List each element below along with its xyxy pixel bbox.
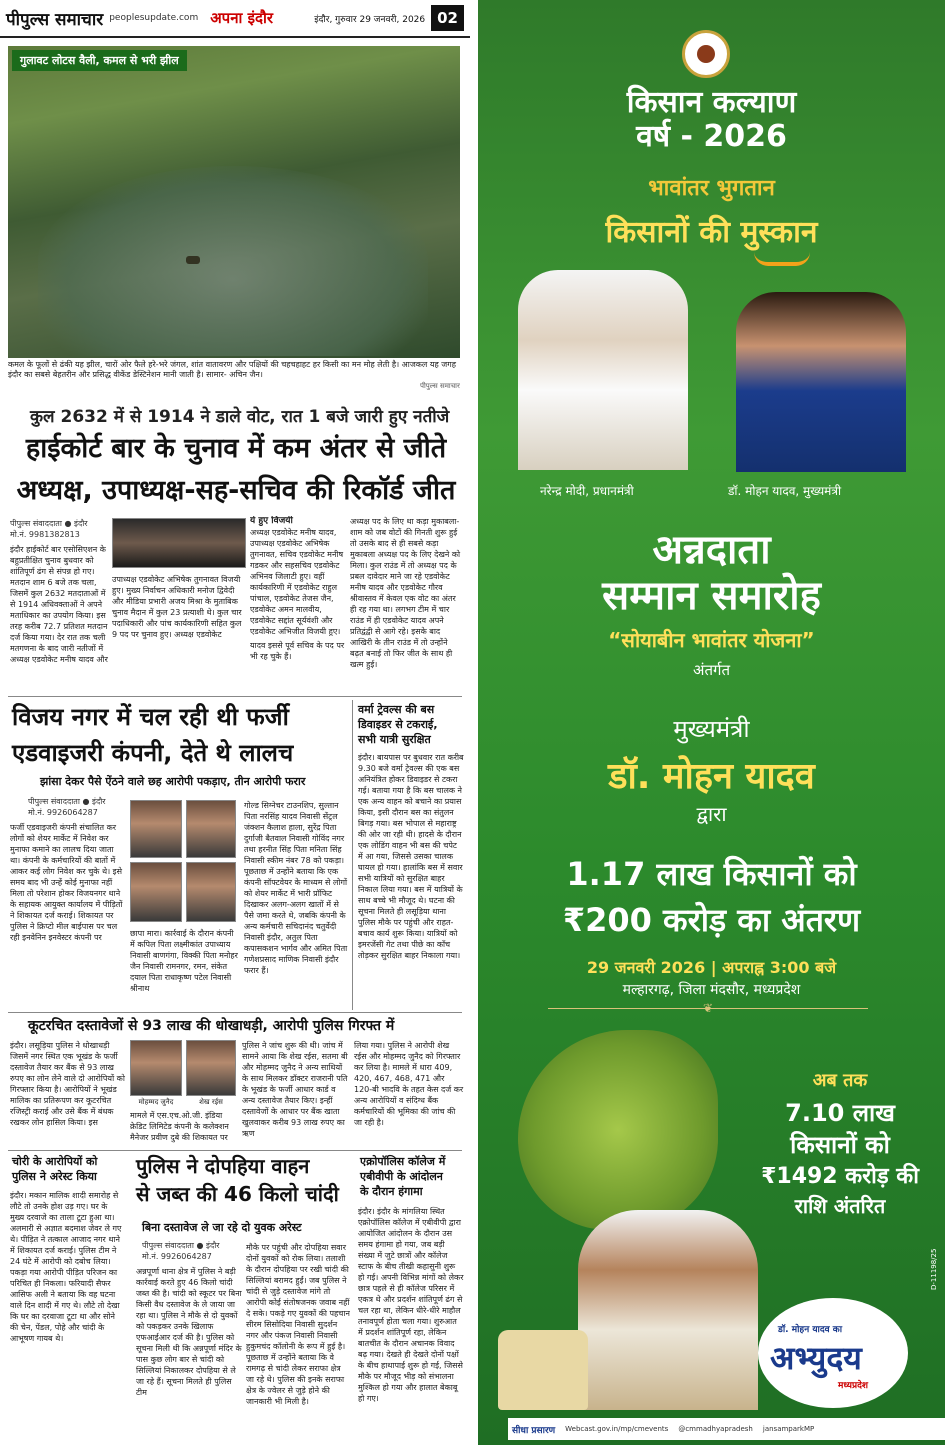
story2-headline-line2: एडवाइजरी कंपनी, देते थे लालच bbox=[12, 739, 294, 767]
face2-caption: शेख रईस bbox=[199, 1098, 223, 1106]
rule bbox=[8, 1012, 462, 1013]
cm-name: डॉ. मोहन यादव bbox=[608, 756, 815, 797]
photo-tag: गुलावट लोटस वैली, कमल से भरी झील bbox=[12, 50, 187, 71]
ad-subtitle2: किसानों की मुस्कान bbox=[605, 215, 818, 250]
story7-body: इंदौर। इंदौर के मांगलिया स्थित एक्रोपॉलिस कॉलेज में एबीवीपी द्वारा आयोजित आंदोलन के दौरान उस समय हंगामा हो गया, जब बड़ी संख्या में जुटे छात्रों और कॉलेज स्टाफ के बीच तीखी कहासुनी शुरू हो गई। अपनी विभिन्न मांगों को लेकर छात्र पहले से ही कॉलेज परिसर में एकत्र थे और प्रदर्शन शांतिपूर्ण ढंग से चल रहा था, लेकिन धीरे-धीरे माहौल तनावपूर्ण होता चला गया। शुरुआत में प्रदर्शन शांतिपूर्ण रहा, लेकिन बातचीत के दौरान अचानक विवाद बढ़ गया। देखते ही देखते दोनों पक्षों के बीच हाथापाई शुरू हो गई, जिससे मौके पर मौजूद भीड़ को संभालना मुश्किल हो गया और हालात बेकाबू हो गए। bbox=[358, 1207, 464, 1403]
logo-top-text: डॉ. मोहन यादव का bbox=[778, 1325, 843, 1335]
footer-brand: सीधा प्रसारण bbox=[512, 1425, 556, 1436]
smile-graphic bbox=[754, 252, 810, 266]
story7-headline-line3: के दौरान हंगामा bbox=[360, 1185, 423, 1198]
ad-subtitle1: भावांतर भुगतान bbox=[648, 176, 775, 201]
amount-line1: 1.17 लाख किसानों को bbox=[566, 855, 857, 893]
story1-headline-line1: हाईकोर्ट बार के चुनाव में कम अंतर से जीते bbox=[25, 433, 447, 464]
story1-kicker: कुल 2632 में से 1914 ने डाले वोट, रात 1 बजे जारी हुए नतीजे bbox=[30, 407, 450, 427]
scheme-under: अंतर्गत bbox=[692, 661, 730, 679]
ad-footer bbox=[508, 1418, 945, 1440]
badge-line2: 7.10 लाख bbox=[785, 1099, 895, 1127]
accused-photo-4 bbox=[186, 862, 236, 922]
event-title-line2: सम्मान समारोह bbox=[602, 573, 821, 619]
story1-byline-block: पीपुल्स संवाददाता ● इंदौर मो.नं. 9981382813 bbox=[10, 518, 110, 540]
story2-deck: झांसा देकर पैसे ऐंठने वाले छह आरोपी पकड़ाए, तीन आरोपी फरार bbox=[40, 775, 306, 788]
story4-col2: मामले में एस.एच.ओ.जी. इंडिया क्रेडिट लिमिटेड कंपनी के कलेक्शन मैनेजर प्रवीण दुबे की शिकायत पर bbox=[130, 1111, 229, 1142]
story2-col2: छापा मारा। कार्रवाई के दौरान कंपनी में कपिल पिता लक्ष्मीकांत उपाध्याय निवासी बाणगंगा, विक्की पिता मनोहर जैन निवासी रामनगर, रमन, संकेत दयाल पिता राधाकृष्ण पटेल निवासी श्रीनाथ bbox=[130, 929, 238, 993]
ad-title-line2: वर्ष - 2026 bbox=[636, 119, 787, 154]
rule bbox=[8, 1150, 462, 1151]
story4-col1: इंदौर। लसूड़िया पुलिस ने धोखाधड़ी जिसमें नगर स्थित एक भूखंड के फर्जी दस्तावेज तैयार कर बैंक से 93 लाख रुपए का लोन लेने वाले दो आरोपियों को गिरफ्तार किया है। आरोपियों ने भूखंड मालिक का प्रतिरूपण कर कूटरचित रजिस्ट्री कराई और उसे बैंक में बंधक रखकर लोन हासिल किया। इस bbox=[10, 1041, 125, 1127]
by-label: द्वारा bbox=[696, 802, 727, 826]
event-venue: मल्हारगढ़, जिला मंदसौर, मध्यप्रदेश bbox=[622, 982, 801, 998]
newspaper-brand: पीपुल्स समाचार bbox=[6, 9, 104, 30]
badge-line3: किसानों को bbox=[790, 1131, 890, 1159]
story7-headline-line2: एबीवीपी के आंदोलन bbox=[360, 1170, 443, 1183]
story6-col1: अन्नपूर्णा थाना क्षेत्र में पुलिस ने बड़ी कार्रवाई करते हुए 46 किलो चांदी जब्त की है। चांदी को स्कूटर पर बिना किसी वैध दस्तावेज के ले जाया जा रहा था। पुलिस ने मौके से दो युवकों को पकड़कर उनके खिलाफ एफआईआर दर्ज की है। पुलिस को सूचना मिली थी कि अन्नपूर्णा मंदिर के पास कुछ लोग बार से चांदी को सिल्लियां निकालकर दोपहिया से ले जा रहे हैं। सूचना मिलते ही पुलिस टीम bbox=[136, 1267, 242, 1397]
ad-title-line1: किसान कल्याण bbox=[626, 85, 797, 120]
footer-handle1: @cmmadhyapradesh bbox=[678, 1425, 753, 1433]
scheme-name: “सोयाबीन भावांतर योजना” bbox=[608, 628, 815, 652]
event-date-time: 29 जनवरी 2026 | अपराह्न 3:00 बजे bbox=[586, 958, 837, 977]
story2-col3: गोल्ड सिग्नेचर टाउनशिप, सुल्तान पिता नरसिंह यादव निवासी सेंट्रल जंक्शन कैलाश हाला, सुरेंद्र पिता दुर्गाजी बैतवाल निवासी गोविंद नगर तथा हरनीत सिंह पिता मनिता सिंह निवासी स्कीम नंबर 78 को पकड़ा। पूछताछ में उन्होंने बताया कि एक कंपनी सॉफ्टवेयर के माध्यम से लोगों को शेयर मार्केट में भारी प्रॉफिट दिखाकर अलग-अलग खातों में से पैसे जमा करते थे, जबकि कंपनी के अन्य कर्मचारी सचिदानंद चतुर्वेदी निवासी इंदौर, अतुल पिता कपासकशन भार्गव और अमित पिता गणेशप्रसाद माणिक निवासी इंदौर फरार हैं। bbox=[244, 801, 348, 975]
story1-col4: अध्यक्ष पद के लिए था कड़ा मुकाबला- शाम को जब वोटों की गिनती शुरू हुई तो उसके बाद से ही सबसे कड़ा मुकाबला अध्यक्ष पद के लिए देखने को मिला। कुल राउंड में तो अध्यक्ष पद के प्रबल दावेदार माने जा रहे एडवोकेट मनीष यादव और एडवोकेट गौरव श्रीवास्तव में केवल एक वोट का अंतर ही रह गया था। लगभग टीम में चार राउंड में ही एडवोकेट यादव अपने प्रतिद्वंद्वी से आगे रहे। इसके बाद आखिरी के तीन राउंड में तो उन्होंने बढ़त बनाई तो फिर जीत के साथ ही खत्म हुई। bbox=[350, 517, 461, 669]
ad-title bbox=[478, 86, 945, 154]
chief-minister-portrait bbox=[736, 292, 906, 472]
story6-phone: मो.नं. 9926064287 bbox=[142, 1252, 212, 1261]
story2-byline: पीपुल्स संवाददाता bbox=[28, 797, 80, 806]
accused-photo-1 bbox=[130, 800, 182, 858]
lotus-lake-photo bbox=[8, 46, 460, 358]
cm-label: मुख्यमंत्री bbox=[673, 715, 750, 743]
amount-line2: ₹200 करोड़ का अंतरण bbox=[562, 901, 861, 939]
story1-col1: इंदौर हाईकोर्ट बार एसोसिएशन के बहुप्रतीक्षित चुनाव बुधवार को शांतिपूर्ण ढंग से संपन्न हो गए। मतदान शाम 6 बजे तक चला, जिसमें कुल 2632 मतदाताओं में से 1914 अधिवक्ताओं ने अपने मताधिकार का उपयोग किया। इस तरह करीब 72.7 प्रतिशत मतदान दर्ज किया गया। देर रात तक चली मतगणना के बाद जारी नतीजों में अध्यक्ष एडवोकेट मनीष यादव और bbox=[10, 545, 108, 664]
story1-phone: मो.नं. 9981382813 bbox=[10, 530, 80, 539]
state-emblem-icon bbox=[682, 30, 730, 78]
newspaper-page bbox=[0, 0, 470, 1445]
face1-caption: मोहम्मद जुनैद bbox=[138, 1098, 174, 1106]
story6-byline-block: पीपुल्स संवाददाता ● इंदौर मो.नं. 9926064287 bbox=[142, 1241, 220, 1261]
story6-headline-line1: पुलिस ने दोपहिया वाहन bbox=[136, 1154, 310, 1178]
story1-city: इंदौर bbox=[74, 519, 88, 528]
rule bbox=[8, 696, 462, 697]
ornament-icon: ❦ bbox=[702, 1001, 714, 1015]
boat-figure bbox=[186, 256, 200, 264]
story2-col1: फर्जी एडवाइजरी कंपनी संचालित कर लोगों को शेयर मार्केट में निवेश कर मुनाफा कमाने का लालच दिया जाता था। कंपनी के कर्मचारियों की बातों में आकर कई लोग निवेश कर चुके थे। इसे समय बाद भी उन्हें कोई मुनाफा नहीं मिला तो परेशान होकर विजयनगर थाने के सहायक आयुक्त कार्यालय में पीड़ितों ने शिकायत दर्ज कराई। शिकायत पर पुलिस ने क्रिप्टो मील बाईपास पर चल रही इनवेनिन इनवेस्टर कंपनी पर bbox=[10, 823, 123, 942]
government-advertisement bbox=[478, 0, 945, 1445]
accused-photo-2 bbox=[186, 800, 236, 858]
story5-headline: चोरी के आरोपियों को पुलिस ने अरेस्ट किया bbox=[12, 1155, 98, 1183]
person2-label: डॉ. मोहन यादव, मुख्यमंत्री bbox=[728, 484, 842, 498]
story3-headline-line1: वर्मा ट्रेवल्स की बस bbox=[358, 703, 435, 716]
photo-caption: कमल के फूलों से ढंकी यह झील, चारों ओर फैले हरे-भरे जंगल, शांत वातावरण और पक्षियों की चहचहाहट हर किसी का मन मोह लेती है। आजकल यह जगह इंदौर का सबसे बेहतरीन और प्रसिद्ध वीकेंड डेस्टिनेशन मानी जाती है। सामार- अचिन जैन। bbox=[8, 360, 456, 379]
issue-date: इंदौर, गुरुवार 29 जनवरी, 2026 bbox=[314, 14, 426, 25]
story1-headline-line2: अध्यक्ष, उपाध्यक्ष-सह-सचिव की रिकॉर्ड जीत bbox=[16, 475, 456, 506]
winners-title: ये हुए विजयी bbox=[250, 516, 293, 526]
story6-byline: पीपुल्स संवाददाता bbox=[142, 1241, 194, 1250]
story6-col2: मौके पर पहुंची और दोपहिया सवार दोनों युवकों को रोक लिया। तलाशी के दौरान दोपहिया पर रखी चांदी की सिल्लियां बरामद हुईं। जब पुलिस ने चांदी से जुड़े दस्तावेज मांगे तो आरोपी कोई संतोषजनक जवाब नहीं दे सके। पकड़े गए युवकों की पहचान सीरम सिसोदिया निवासी सुदर्शन नगर और पंकज निवासी निवासी हुकुमचंद कॉलोनी के रूप में हुई है। पूछताछ में उन्होंने बताया कि वे रामगढ़ से चांदी लेकर सराफा क्षेत्र जा रहे थे। पुलिस की इनके सराफा क्षेत्र के ज्वेलर से जुड़े होने की जानकारी भी मिली है। bbox=[246, 1243, 350, 1406]
ad-code: D-11198/25 bbox=[930, 1248, 938, 1290]
story2-headline-line1: विजय नगर में चल रही थी फर्जी bbox=[12, 703, 289, 731]
farmer-image bbox=[578, 1210, 758, 1410]
prime-minister-portrait bbox=[518, 270, 688, 470]
accused-photo-rais bbox=[186, 1040, 236, 1096]
soybean-plant-image bbox=[518, 1030, 718, 1230]
story3-body: इंदौर। बायपास पर बुधवार रात करीब 9.30 बजे वर्मा ट्रेवल्स की एक बस अनियंत्रित होकर डिवाइडर से टकरा गई। बताया गया है कि बस चालक ने एक अन्य वाहन को बचाने का प्रयास किया, इसी दौरान बस का संतुलन बिगड़ गया। बस भोपाल से महाराष्ट्र की ओर जा रही थी। हादसे के दौरान एक लोडिंग वाहन भी बस की चपेट में आ गया, जिससे उसका चालक घायल हो गया। हालांकि बस में सवार सभी यात्रियों को सुरक्षित बाहर निकाल लिया गया। बस में यात्रियों के साथ बच्चे भी मौजूद थे। घटना की सूचना मिलते ही लसूड़िया थाना पुलिस मौके पर पहुंची और राहत-बचाव कार्य शुरू किया। यात्रियों को इमरजेंसी गेट तथा पीछे का काँच तोड़कर सुरक्षित बाहर निकाला गया। bbox=[358, 753, 464, 960]
story4-headline: कूटरचित दस्तावेजों से 93 लाख की धोखाधड़ी, आरोपी पुलिस गिरफ्त में bbox=[28, 1018, 395, 1034]
person1-label: नरेन्द्र मोदी, प्रधानमंत्री bbox=[540, 484, 634, 498]
story6-deck: बिना दस्तावेज ले जा रहे दो युवक अरेस्ट bbox=[142, 1221, 302, 1234]
event-title-line1: अन्नदाता bbox=[652, 527, 771, 573]
story3-headline-line3: सभी यात्री सुरक्षित bbox=[358, 733, 431, 746]
lawyers-group-photo bbox=[112, 518, 246, 568]
story6-headline-line2: से जब्त की 46 किलो चांदी bbox=[136, 1182, 339, 1206]
logo-sub-text: मध्यप्रदेश bbox=[838, 1381, 869, 1391]
photo-credit: पीपुल्स समाचार bbox=[420, 382, 460, 390]
footer-site: Webcast.gov.in/mp/cmevents bbox=[565, 1425, 669, 1433]
story1-col2: उपाध्यक्ष एडवोकेट अभिषेक तुगनावत विजयी हुए। मुख्य निर्वाचन अधिकारी मनोज द्विवेदी और मीडिया प्रभारी अजय मिश्रा के मुताबिक चुनाव मैदान में कुल 23 प्रत्याशी थे। कुल चार पदाधिकारी और पांच कार्यकारिणी सहित कुल 9 पद पर चुनाव हुए। अध्यक्ष एडवोकेट bbox=[112, 575, 242, 639]
story2-phone: मो.नं. 9926064287 bbox=[28, 808, 98, 817]
story1-winners-box bbox=[250, 516, 346, 636]
badge-line1: अब तक bbox=[812, 1070, 868, 1091]
story1-col3b: यादव इससे पूर्व सचिव के पद पर भी रह चुके हैं। bbox=[250, 641, 345, 661]
column-rule bbox=[352, 700, 353, 1010]
footer-handle2: jansamparkMP bbox=[762, 1425, 815, 1433]
story3-headline-line2: डिवाइडर से टकराई, bbox=[358, 718, 438, 731]
lake-water bbox=[38, 166, 428, 356]
story4-col4: लिया गया। पुलिस ने आरोपी शेख रईस और मोहम्मद जुनैद को गिरफ्तार कर लिया है। मामले में धारा 409, 420, 467, 468, 471 और 120-बी भादवि के तहत केस दर्ज कर अन्य आरोपियों व संदिग्ध बैंक कर्मचारियों की भूमिका की जांच की जा रही है। bbox=[354, 1041, 464, 1127]
badge-line5: राशि अंतरित bbox=[794, 1194, 886, 1218]
story2-city: इंदौर bbox=[92, 797, 106, 806]
logo-main-text: अभ्युदय bbox=[770, 1339, 862, 1377]
newspaper-url: peoplesupdate.com bbox=[109, 13, 199, 23]
accused-photo-junaid bbox=[130, 1040, 182, 1096]
winners-list: अध्यक्ष एडवोकेट मनीष यादव, उपाध्यक्ष एडवोकेट अभिषेक तुगनावत, सचिव एडवोकेट मनीष गडकर और सहसचिव एडवोकेट अभिनव जिलाटी हुए। वहीं कार्यकारिणी में एडवोकेट राहुल पांचाल, एडवोकेट तेजस जैन, एडवोकेट अमन मालवीय, एडवोकेट सद्दांत सूर्यवंशी और एडवोकेट अभिजीत विजयी हुए। bbox=[250, 528, 344, 636]
story4-col3: पुलिस ने जांच शुरू की थी। जांच में सामने आया कि शेख रईस, सतमा बी और मोहम्मद जुनैद ने अन्य साथियों के साथ मिलकर डॉक्टर राजरानी पति के भूखंड के फर्जी आधार कार्ड व अन्य दस्तावेज तैयार किए। इन्हीं दस्तावेजों के आधार पर बैंक खाता खुलवाकर करीब 93 लाख रुपए का ऋण bbox=[242, 1041, 348, 1138]
section-title: अपना इंदौर bbox=[210, 9, 273, 27]
story7-headline-line1: एक्रोपॉलिस कॉलेज में bbox=[360, 1155, 446, 1168]
story2-byline-block: पीपुल्स संवाददाता ● इंदौर मो.नं. 9926064287 bbox=[28, 797, 106, 817]
story6-city: इंदौर bbox=[206, 1241, 220, 1250]
accused-photo-3 bbox=[130, 862, 182, 922]
masthead bbox=[0, 0, 470, 38]
page-number: 02 bbox=[431, 5, 464, 31]
story5-body: इंदौर। मकान मालिक शादी समारोह से लौटे तो उनके होश उड़ गए। घर के मुख्य दरवाजे का ताला टूटा हुआ था। अलमारी से अज्ञात बदमाश जेवर ले गए थे। पीड़ित ने तत्काल आजाद नगर थाने में शिकायत दर्ज कराई। पुलिस टीम ने 24 घंटे में आरोपी को दबोच लिया। पकड़ा गया आरोपी पीड़ित परिजन का परिचित ही निकला। फरियादी सैफर आसिफ अली ने बताया कि वह घटना वाले दिन शादी में गए थे। लौटे तो देखा कि घर का दरवाजा टूटा था और सोने की चेन, पेंडल, पोहे और चांदी के आभूषण गायब थे। bbox=[10, 1191, 122, 1343]
story1-byline: पीपुल्स संवाददाता bbox=[10, 519, 62, 528]
soybean-sack-image bbox=[498, 1330, 588, 1410]
badge-line4: ₹1492 करोड़ की bbox=[761, 1164, 919, 1189]
